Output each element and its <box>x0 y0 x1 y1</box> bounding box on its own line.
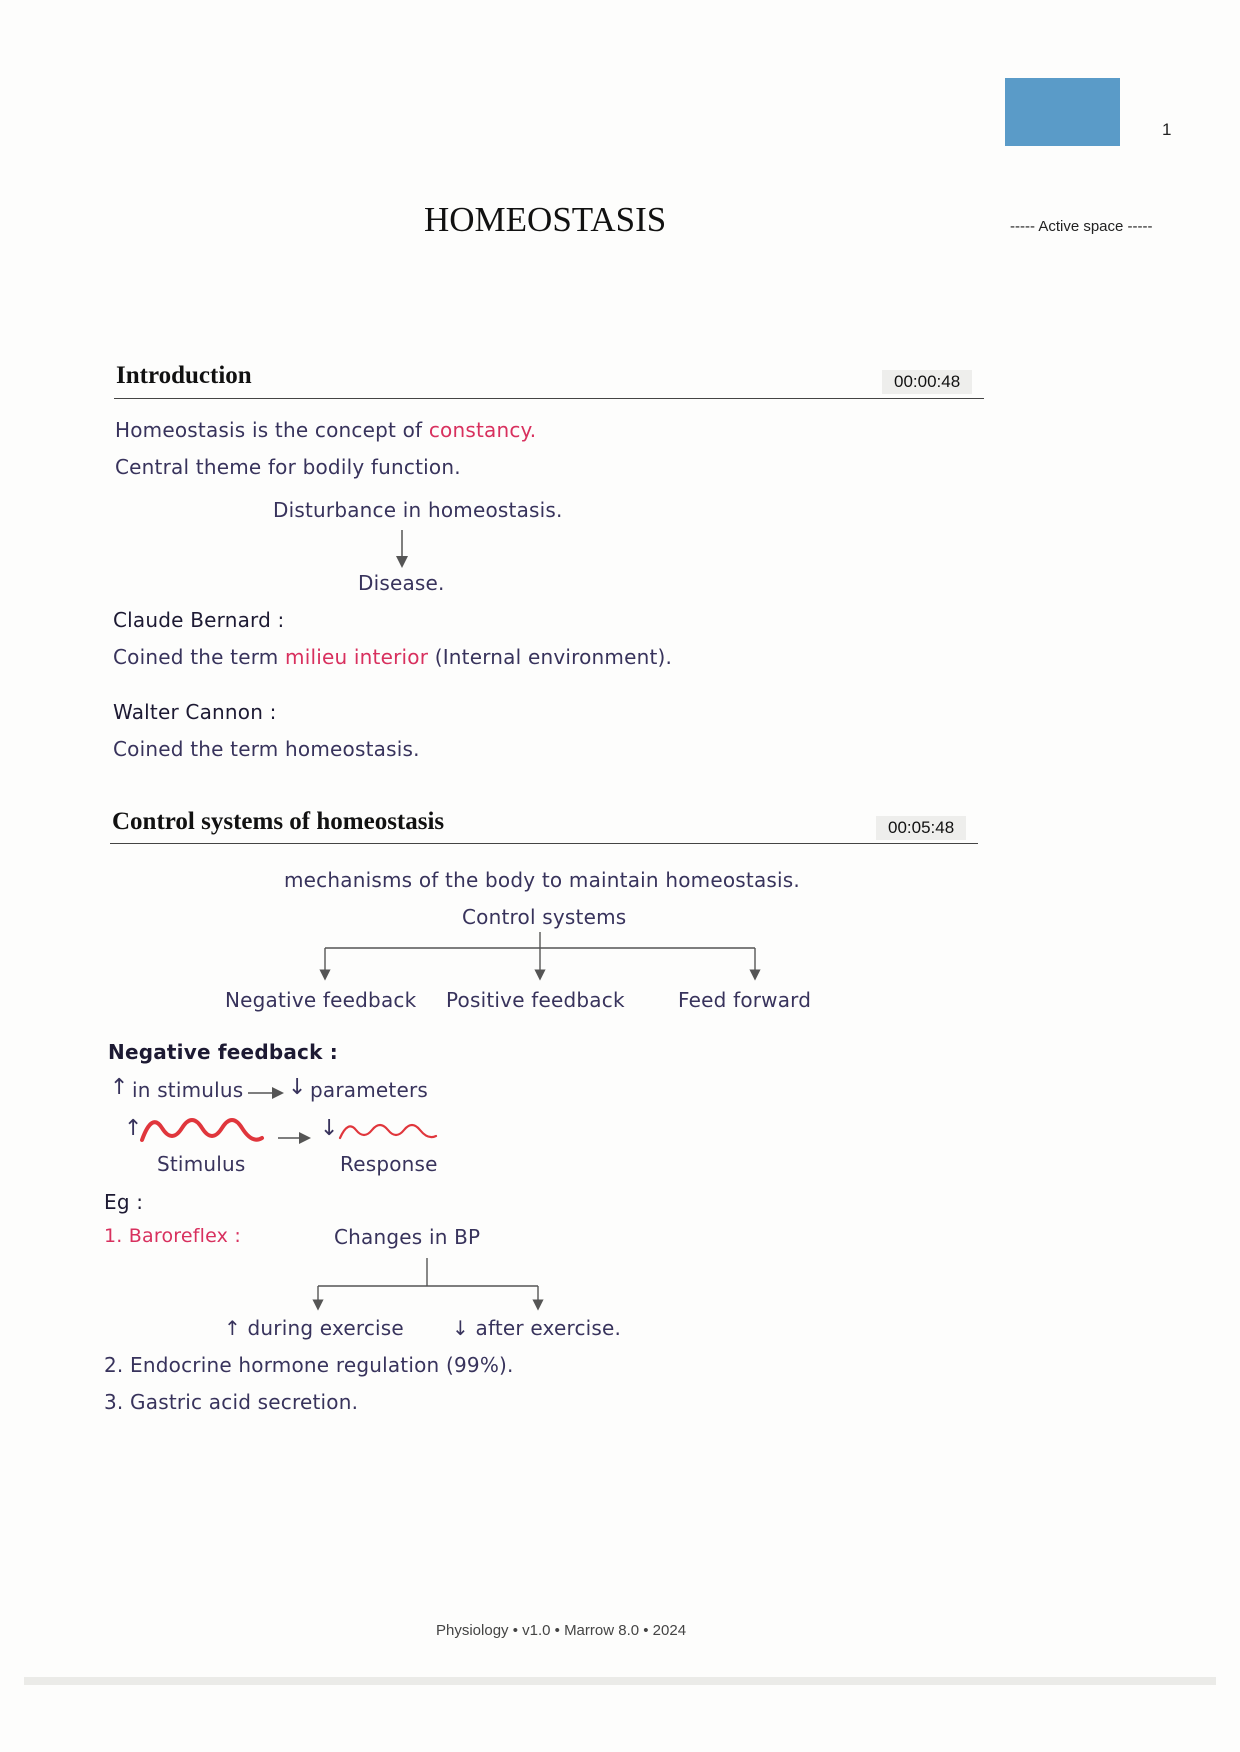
cannon-text: Coined the term homeostasis. <box>113 737 420 761</box>
active-space-label: ----- Active space ----- <box>1010 218 1153 235</box>
branch-positive-feedback: Positive feedback <box>446 988 625 1012</box>
neg-stimulus-text: in stimulus <box>132 1078 244 1102</box>
bernard-text-post: (Internal environment). <box>428 645 673 669</box>
timestamp-control[interactable]: 00:05:48 <box>876 816 966 840</box>
scan-edge <box>24 1677 1216 1685</box>
cannon-label: Walter Cannon : <box>113 700 277 724</box>
wave-down-arrow: ↓ <box>320 1116 339 1141</box>
control-line-1: mechanisms of the body to maintain homeostasis. <box>284 868 800 892</box>
example-1-right: ↓ after exercise. <box>452 1316 622 1340</box>
eg-label: Eg : <box>104 1190 144 1214</box>
neg-parameters-text: parameters <box>310 1078 429 1102</box>
stimulus-wave <box>142 1120 262 1140</box>
example-3: 3. Gastric acid secretion. <box>104 1390 359 1414</box>
negative-feedback-heading: Negative feedback : <box>108 1040 338 1064</box>
bernard-text-pre: Coined the term <box>113 645 286 669</box>
intro-line-2: Central theme for bodily function. <box>115 455 461 479</box>
flow-disturbance: Disturbance in homeostasis. <box>273 498 563 522</box>
footer-text: Physiology • v1.0 • Marrow 8.0 • 2024 <box>436 1622 687 1639</box>
page-number: 1 <box>1162 120 1172 139</box>
section-heading-control: Control systems of homeostasis <box>112 808 445 835</box>
neg-up-arrow: ↑ <box>110 1075 129 1100</box>
intro-line-1-text: Homeostasis is the concept of <box>115 418 429 442</box>
timestamp-introduction[interactable]: 00:00:48 <box>882 370 972 394</box>
stimulus-label: Stimulus <box>157 1152 246 1176</box>
branch-feed-forward: Feed forward <box>678 988 812 1012</box>
bernard-highlight: milieu interior <box>285 645 429 669</box>
response-label: Response <box>340 1152 438 1176</box>
response-wave <box>340 1125 436 1138</box>
example-1-label: 1. Baroreflex : <box>104 1225 241 1247</box>
baroreflex-tree <box>318 1258 538 1305</box>
wave-up-arrow: ↑ <box>124 1116 143 1141</box>
example-1-left: ↑ during exercise <box>224 1316 404 1340</box>
neg-down-arrow: ↓ <box>288 1075 307 1100</box>
intro-highlight-constancy: constancy. <box>428 418 537 442</box>
bernard-label: Claude Bernard : <box>113 608 285 632</box>
page-title: HOMEOSTASIS <box>424 200 667 239</box>
example-2: 2. Endocrine hormone regulation (99%). <box>104 1353 514 1377</box>
control-tree <box>325 932 755 975</box>
example-1-root: Changes in BP <box>334 1225 481 1249</box>
branch-negative-feedback: Negative feedback <box>225 988 417 1012</box>
flow-disease: Disease. <box>358 571 445 595</box>
control-root: Control systems <box>462 905 627 929</box>
section-heading-introduction: Introduction <box>116 362 252 389</box>
